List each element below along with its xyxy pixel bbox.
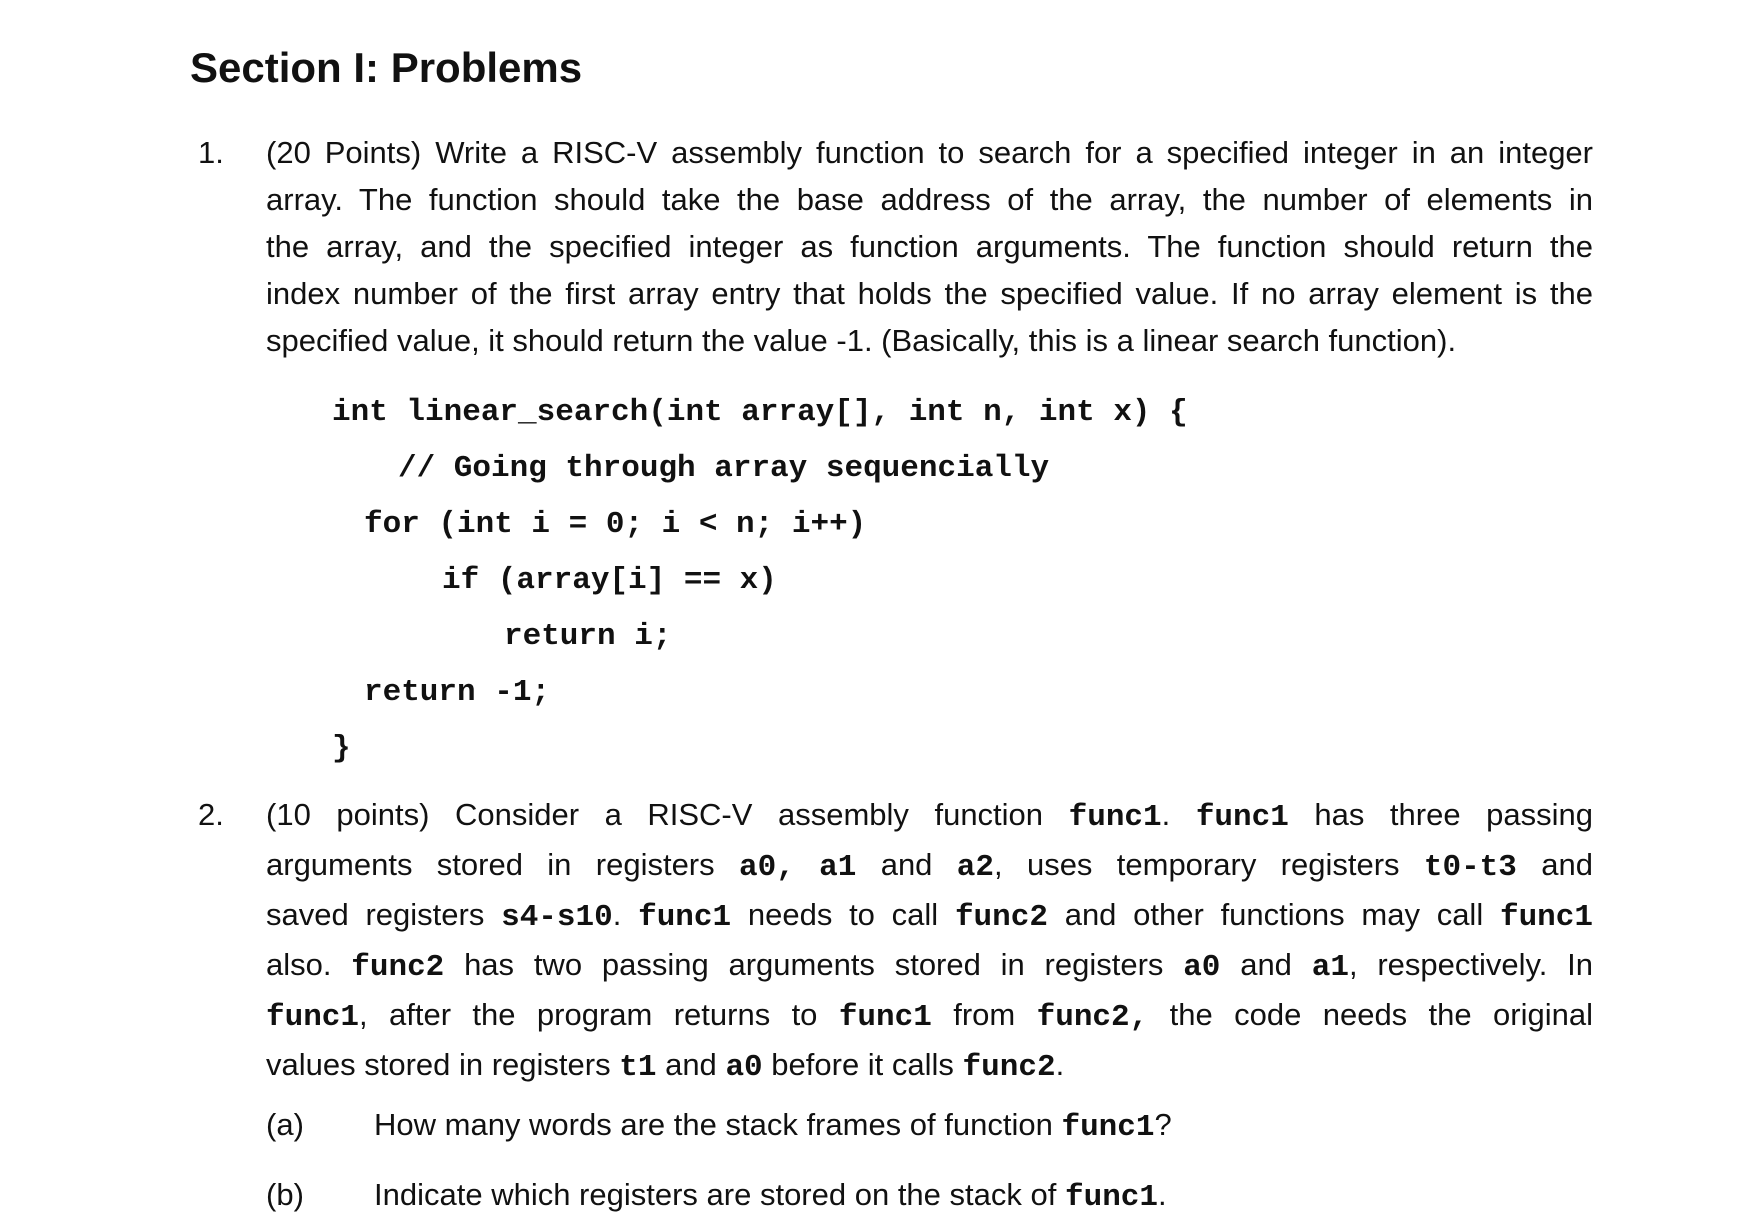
text-run: and bbox=[1541, 847, 1593, 882]
subquestion-a-label: (a) bbox=[266, 1107, 304, 1142]
problem-1-line: index number of the first array entry that holds the specified value. If no array element is the bbox=[266, 276, 1593, 311]
code-inline: func1 bbox=[1064, 1180, 1158, 1215]
problem-1-text bbox=[266, 129, 1593, 364]
problem-1-number: 1. bbox=[198, 135, 224, 170]
problem-2-line bbox=[266, 941, 1593, 991]
text-run: , after the program returns to bbox=[359, 997, 818, 1032]
section-title: Section I: Problems bbox=[190, 44, 583, 91]
subquestion-b-text bbox=[374, 1171, 1167, 1221]
subquestion-a-text bbox=[374, 1101, 1172, 1151]
code-inline: func1 bbox=[1499, 900, 1593, 935]
code-comment: // Going through array sequencially bbox=[398, 451, 1050, 486]
text-run: the code needs the original bbox=[1169, 997, 1593, 1032]
text-run: (10 points) Consider a RISC-V assembly function bbox=[266, 797, 1044, 832]
text-run: How many words are the stack frames of function bbox=[374, 1107, 1053, 1142]
code-inline: func1 bbox=[1195, 800, 1289, 835]
code-inline: a0 bbox=[1183, 950, 1221, 985]
text-run: before it calls bbox=[771, 1047, 954, 1082]
code-inline: func2, bbox=[1036, 1000, 1149, 1035]
code-inline: a2 bbox=[956, 850, 994, 885]
text-run: arguments stored in registers bbox=[266, 847, 715, 882]
subquestion-b-label: (b) bbox=[266, 1177, 304, 1212]
problem-1-line: array. The function should take the base address of the array, the number of elements in bbox=[266, 182, 1593, 217]
text-run: has two passing arguments stored in registers bbox=[464, 947, 1164, 982]
text-run: . bbox=[1055, 1047, 1065, 1082]
text-run: from bbox=[953, 997, 1016, 1032]
text-run: and other functions may call bbox=[1064, 897, 1484, 932]
code-line: int linear_search(int array[], int n, int x) { bbox=[332, 395, 1188, 430]
code-inline: t1 bbox=[619, 1050, 657, 1085]
text-run: values stored in registers bbox=[266, 1047, 611, 1082]
code-inline: a0, bbox=[738, 850, 795, 885]
code-line: for (int i = 0; i < n; i++) bbox=[364, 507, 867, 542]
code-line: if (array[i] == x) bbox=[442, 563, 777, 598]
text-run: needs to call bbox=[747, 897, 939, 932]
code-inline: func1 bbox=[638, 900, 732, 935]
code-line: return -1; bbox=[364, 675, 551, 710]
problem-2-line bbox=[266, 791, 1593, 841]
code-inline: t0-t3 bbox=[1423, 850, 1517, 885]
problem-2-line bbox=[266, 991, 1593, 1041]
text-run: and bbox=[665, 1047, 717, 1082]
text-run: saved registers bbox=[266, 897, 485, 932]
problem-1-line: specified value, it should return the value -1. (Basically, this is a linear search function). bbox=[266, 323, 1457, 358]
text-run: . bbox=[1161, 797, 1171, 832]
text-run: Indicate which registers are stored on the stack of bbox=[374, 1177, 1057, 1212]
text-run: . bbox=[1158, 1177, 1167, 1212]
text-run: and bbox=[880, 847, 933, 882]
problem-2-line bbox=[266, 841, 1593, 891]
text-run: ? bbox=[1154, 1107, 1172, 1142]
text-run: and bbox=[1240, 947, 1292, 982]
code-inline: a0 bbox=[725, 1050, 763, 1085]
text-run: , uses temporary registers bbox=[994, 847, 1400, 882]
problem-2-text bbox=[266, 791, 1593, 1091]
problem-2-line bbox=[266, 891, 1593, 941]
code-inline: func2 bbox=[962, 1050, 1056, 1085]
code-inline: func2 bbox=[954, 900, 1048, 935]
code-inline: func2 bbox=[351, 950, 445, 985]
problem-2-number: 2. bbox=[198, 797, 224, 832]
code-inline: a1 bbox=[819, 850, 857, 885]
code-inline: s4-s10 bbox=[501, 900, 613, 935]
code-inline: func1 bbox=[1068, 800, 1162, 835]
problem-1-line: the array, and the specified integer as function arguments. The function should return the bbox=[266, 229, 1593, 264]
code-inline: func1 bbox=[266, 1000, 360, 1035]
text-run: , respectively. In bbox=[1348, 947, 1593, 982]
problem-2-line bbox=[266, 1041, 1593, 1091]
code-inline: func1 bbox=[1061, 1110, 1155, 1145]
text-run: . bbox=[612, 897, 622, 932]
code-line: } bbox=[332, 731, 351, 766]
code-inline: a1 bbox=[1311, 950, 1349, 985]
problem-1-line: (20 Points) Write a RISC-V assembly function to search for a specified integer in an integer bbox=[266, 135, 1593, 170]
text-run: has three passing bbox=[1314, 797, 1593, 832]
code-inline: func1 bbox=[838, 1000, 932, 1035]
text-run: also. bbox=[266, 947, 332, 982]
code-line: return i; bbox=[504, 619, 672, 654]
